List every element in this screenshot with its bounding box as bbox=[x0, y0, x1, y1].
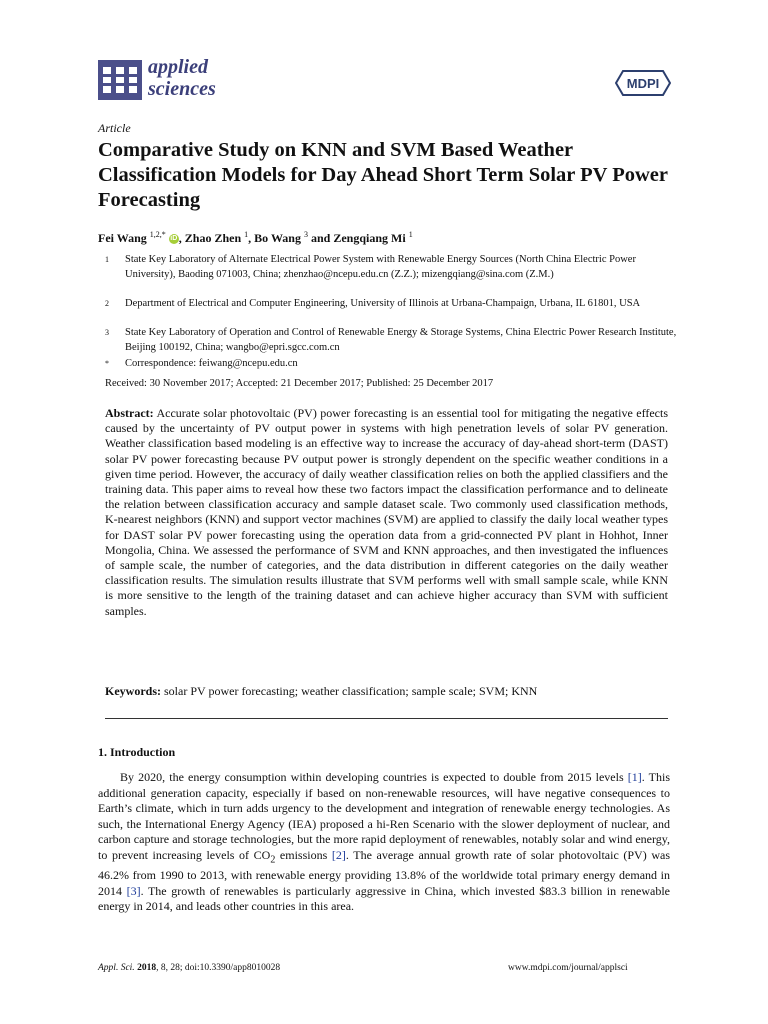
author[interactable]: Zengqiang Mi bbox=[333, 231, 406, 245]
keywords: Keywords: solar PV power forecasting; weather classification; sample scale; SVM; KNN bbox=[105, 684, 538, 698]
affiliation: 1 State Key Laboratory of Alternate Electrical Power System with Renewable Energy Sources (North China Electric Power University), Baoding 071003, China; zhenzhao@ncepu.edu.cn (Z.Z.); mizengqiang@sina.com (Z.M.) bbox=[105, 254, 636, 280]
journal-name: applied sciences bbox=[148, 56, 216, 100]
intro-paragraph: By 2020, the energy consumption within developing countries is expected to double from 2015 levels [1]. This additional generation capacity, especially if based on non-renewable resources, will have negative consequences to Earth’s climate, which in turn adds urgency to the development and integration of renewable energy technologies. As such, the International Energy Agency (IEA) proposed a hi-Ren Scenario with the slower deployment of nuclear, and carbon capture and storage technologies, but the more rapid deployment of renewables, notably solar and wind energy, to prevent increasing levels of $CO_2$ emissions [2]. The average annual growth rate of solar photovoltaic (PV) was 46.2% from 1990 to 2013, with renewable energy providing 13.8% of the worldwide total primary energy demand in 2014 [3]. The growth of renewables is particularly aggressive in China, which invested $83.3 billion in renewable energy in 2014, and leads other countries in this area. bbox=[98, 770, 670, 914]
citation-link[interactable]: [3] bbox=[126, 883, 141, 898]
citation-link[interactable]: [1] bbox=[627, 770, 642, 784]
article-type: Article bbox=[98, 121, 131, 135]
divider bbox=[105, 718, 668, 719]
publication-dates: Received: 30 November 2017; Accepted: 21 December 2017; Published: 25 December 2017 bbox=[105, 378, 494, 389]
author[interactable]: Zhao Zhen bbox=[184, 231, 242, 245]
correspondence: * Correspondence: feiwang@ncepu.edu.cn bbox=[105, 358, 298, 369]
affiliation: 3 State Key Laboratory of Operation and Control of Renewable Energy & Storage Systems, China Electric Power Research Institute, Beijing 100192, China; wangbo@epri.sgcc.com.cn bbox=[105, 327, 677, 353]
author[interactable]: Fei Wang bbox=[98, 231, 147, 245]
svg-text:MDPI: MDPI bbox=[626, 76, 660, 91]
abstract: Abstract: Accurate solar photovoltaic (PV) power forecasting is an essential tool for mitigating the negative effects caused by the uncertainty of PV output power in systems with high penetration levels of solar PV generation. Weather classification based modeling is an effective way to increase the accuracy of day-ahead short-term (DAST) solar PV power forecasting because PV output power is strongly dependent on the specific weather conditions in a given time period. However, the accuracy of daily weather classification relies on both the applied classifiers and the training data. This paper aims to reveal how these two factors impact the classification performance and to delineate the relation between classification accuracy and sample dataset scale. Two commonly used classification methods, K-nearest neighbors (KNN) and support vector machines (SVM) are applied to classify the daily local weather types for DAST solar PV power forecasting using the operation data from a grid-connected PV plant in Hohhot, Inner Mongolia, China. We assessed the performance of SVM and KNN approaches, and then investigated the influences of sample scale, the number of categories, and the data distribution in different categories on the daily weather classification results. The simulation results illustrate that SVM performs well with small sample scale, while KNN is more sensitive to the length of the training dataset and can achieve higher accuracy than SVM with sufficient samples. bbox=[105, 406, 668, 618]
footer-citation: Appl. Sci. 2018, 8, 28; doi:10.3390/app8010028 bbox=[98, 963, 281, 973]
journal-logo bbox=[98, 60, 142, 100]
footer-url[interactable]: www.mdpi.com/journal/applsci bbox=[508, 963, 628, 973]
orcid-icon[interactable]: iD bbox=[170, 235, 178, 243]
affiliation: 2 Department of Electrical and Computer Engineering, University of Illinois at Urbana-Champaign, Urbana, IL 61801, USA bbox=[105, 298, 641, 309]
author[interactable]: Bo Wang bbox=[254, 231, 301, 245]
mdpi-logo bbox=[615, 70, 671, 101]
author-list: Fei Wang $^{1,2,*}$ iD , Zhao Zhen $^1$, Bo Wang $^3$ and Zengqiang Mi $^1$ bbox=[98, 230, 413, 245]
section-heading: 1. Introduction bbox=[98, 745, 176, 759]
paper-title: Comparative Study on KNN and SVM Based Weather Classification Models for Day Ahead Short Term Solar PV Power Forecasting bbox=[98, 139, 668, 211]
citation-link[interactable]: [2] bbox=[331, 847, 346, 862]
